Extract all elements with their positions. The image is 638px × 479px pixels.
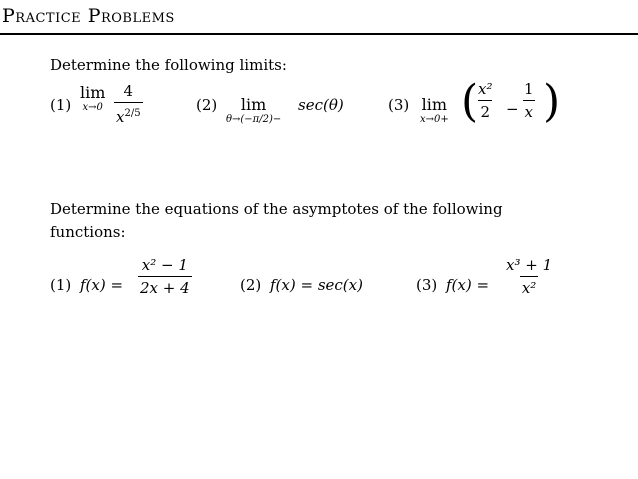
fraction-numerator: 1: [524, 80, 534, 98]
fraction-numerator: x² − 1: [141, 256, 188, 274]
lim-word: lim: [421, 95, 448, 114]
limit-1-label: (1): [50, 96, 72, 114]
fraction-denominator: x²: [520, 276, 538, 297]
function-3-lhs: f(x) =: [446, 276, 490, 294]
limit-3-fraction-1: [476, 80, 494, 121]
function-1-lhs: f(x) =: [80, 276, 124, 294]
function-1-label: (1): [50, 276, 72, 294]
title-divider: [0, 33, 638, 35]
minus-sign: −: [506, 100, 519, 118]
fraction-denominator-exponent: 2/5: [124, 108, 141, 119]
lim-subscript: θ→(−π/2)−: [226, 114, 282, 125]
left-paren: (: [461, 76, 479, 127]
limit-3-label: (3): [388, 96, 410, 114]
fraction-denominator-base: x: [116, 108, 125, 126]
function-3-label: (3): [416, 276, 438, 294]
lim-subscript: x→0+: [420, 114, 449, 125]
limit-1-operator: [80, 84, 105, 114]
fraction-numerator: 4: [123, 82, 134, 100]
page-title: Practice Problems: [2, 5, 175, 27]
lim-word: lim: [240, 95, 267, 114]
function-3-fraction: [504, 256, 554, 297]
function-1-fraction: [138, 256, 192, 297]
fraction-denominator: x: [523, 100, 535, 121]
lim-subscript: x→0: [82, 102, 103, 113]
function-2-label: (2): [240, 276, 262, 294]
limit-2-operator: [226, 96, 281, 126]
fraction-denominator: 2: [478, 100, 492, 121]
asymptotes-prompt-line-1: Determine the equations of the asymptotes of the following: [50, 200, 503, 218]
limit-3-operator: [420, 96, 449, 126]
fraction-numerator: x³ + 1: [506, 256, 553, 274]
fraction-numerator: x²: [478, 80, 493, 98]
limits-prompt: Determine the following limits:: [50, 56, 287, 74]
lim-word: lim: [80, 83, 106, 102]
slide-title: [0, 2, 638, 33]
limit-3-fraction-2: [522, 80, 536, 121]
limit-2-function: sec(θ): [298, 96, 344, 114]
limit-2-label: (2): [196, 96, 218, 114]
fraction-denominator: 2x + 4: [138, 276, 192, 297]
asymptotes-prompt-line-2: functions:: [50, 223, 126, 241]
function-2-expression: f(x) = sec(x): [270, 276, 363, 294]
right-paren: ): [543, 76, 561, 127]
limit-1-fraction: [114, 82, 143, 126]
